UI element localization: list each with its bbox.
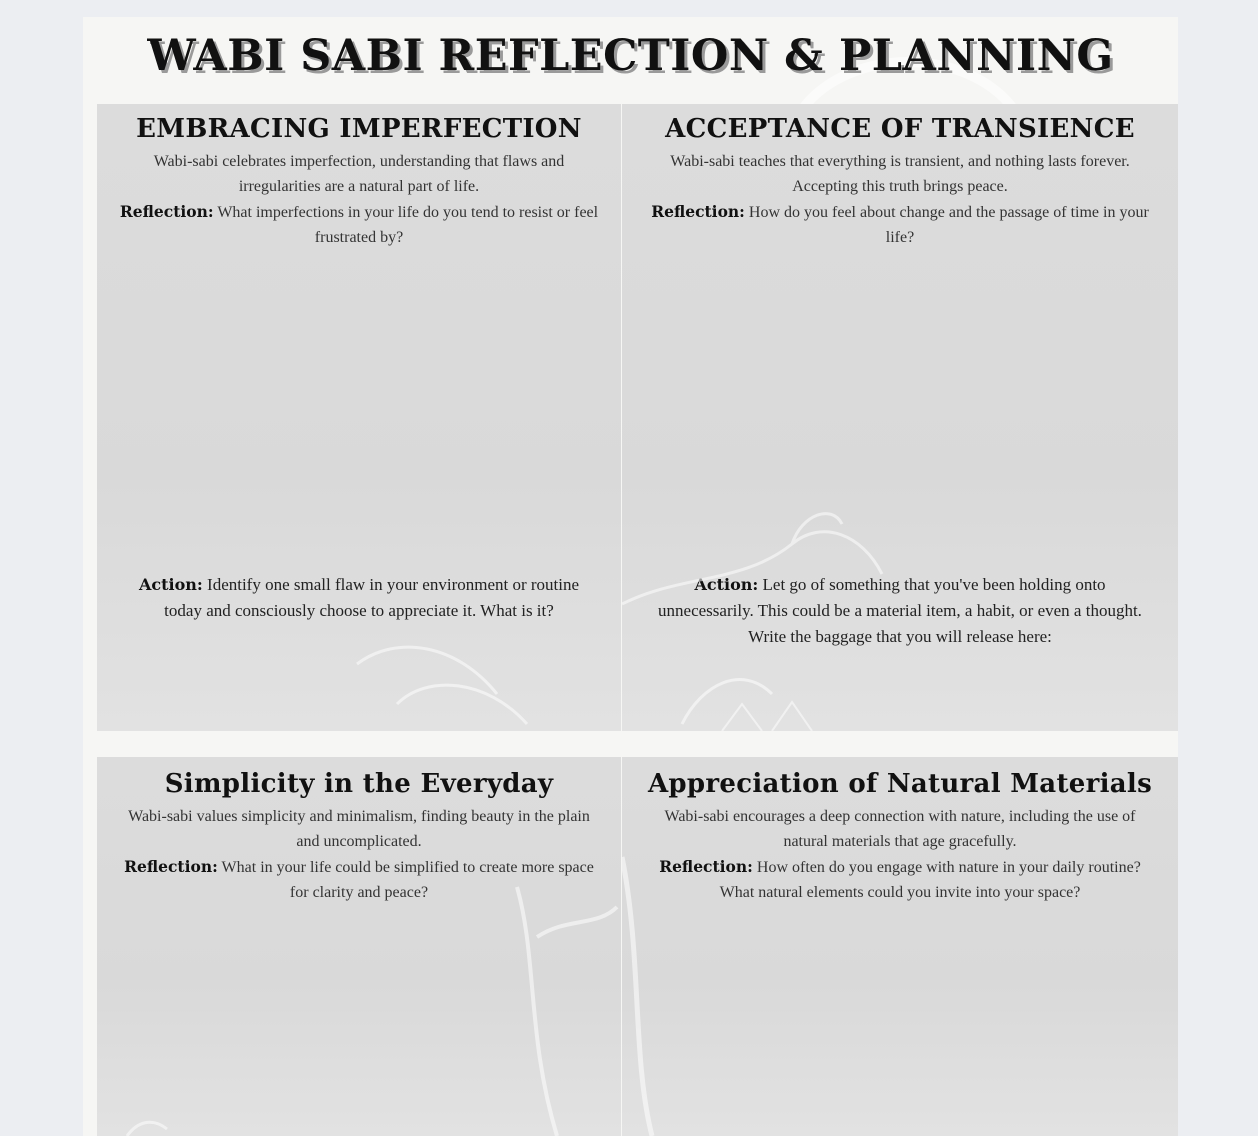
- reflection-text: What imperfections in your life do you tend to resist or feel frustrated by?: [217, 204, 599, 247]
- section-heading: ACCEPTANCE OF TRANSIENCE: [665, 114, 1135, 144]
- reflection-label: Reflection:: [119, 202, 214, 222]
- reflection-text: What in your life could be simplified to create more space for clarity and peace?: [221, 859, 594, 902]
- section-intro: Wabi-sabi encourages a deep connection with nature, including the use of natural materials that age gracefully.: [664, 808, 1136, 851]
- action-text: Identify one small flaw in your environment or routine today and consciously choose to appreciate it. What is it?: [164, 575, 580, 620]
- action-label: Action:: [694, 575, 759, 594]
- tree-illustration-decoration: [97, 757, 621, 1136]
- section-intro: Wabi-sabi celebrates imperfection, understanding that flaws and irregularities are a natural part of life.: [153, 153, 565, 196]
- tree-illustration-decoration: [97, 104, 621, 731]
- reflection-label: Reflection:: [124, 857, 218, 877]
- tree-illustration-decoration: [622, 104, 1178, 731]
- reflection-label: Reflection:: [651, 202, 745, 222]
- action-label: Action:: [138, 575, 203, 594]
- section-embracing-imperfection: [97, 104, 621, 731]
- tree-illustration-decoration: [622, 757, 1178, 1136]
- section-intro: Wabi-sabi teaches that everything is transient, and nothing lasts forever. Accepting this truth brings peace.: [670, 153, 1130, 196]
- reflection-label: Reflection:: [659, 857, 753, 877]
- section-appreciation-of-natural-materials: [622, 757, 1178, 1136]
- section-acceptance-of-transience: [622, 104, 1178, 731]
- section-heading: EMBRACING IMPERFECTION: [136, 114, 582, 144]
- section-heading: Simplicity in the Everyday: [164, 769, 554, 799]
- reflection-text: How do you feel about change and the passage of time in your life?: [748, 204, 1149, 247]
- worksheet-page: [83, 17, 1178, 1136]
- page-title: WABI SABI REFLECTION & PLANNING: [147, 31, 1114, 81]
- section-heading: Appreciation of Natural Materials: [647, 769, 1153, 799]
- section-intro: Wabi-sabi values simplicity and minimalism, finding beauty in the plain and uncomplicated.: [128, 808, 590, 851]
- action-text: Let go of something that you've been holding onto unnecessarily. This could be a material item, a habit, or even a thought. Write the baggage that you will release here:: [658, 575, 1142, 646]
- section-simplicity-in-the-everyday: [97, 757, 621, 1136]
- reflection-text: How often do you engage with nature in your daily routine? What natural elements could you invite into your space?: [719, 859, 1141, 902]
